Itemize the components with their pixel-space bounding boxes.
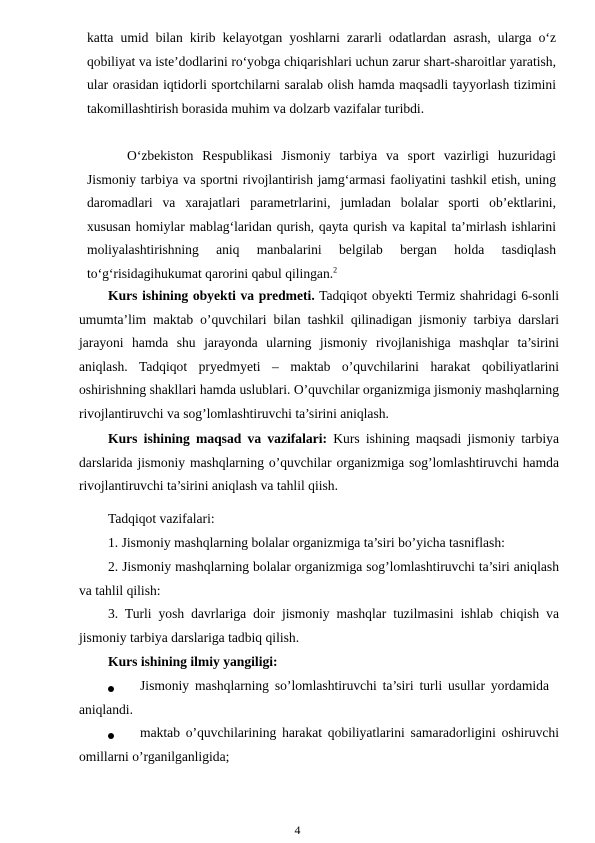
object-heading: Kurs ishining obyekti va predmeti. [108, 288, 315, 303]
object-paragraph [79, 284, 559, 426]
task-item-3: 3. Turli yosh davrlariga doir jismoniy mashqlar tuzilmasini ishlab chiqish va jismoniy tarbiya darslariga tadbiq qilish. [79, 606, 559, 645]
bullet-item-2: maktab o’quvchilarining harakat qobiliyatlarini samaradorligini oshiruvchi omillarni o’rganilganligida; [79, 725, 559, 764]
footnote-marker: 2 [333, 265, 338, 275]
goal-heading: Kurs ishining maqsad va vazifalari: [108, 431, 328, 446]
task-item-2: 2. Jismoniy mashqlarning bolalar organizmiga sog’lomlashtiruvchi ta’siri aniqlash va tahlil qilish: [79, 559, 559, 598]
goal-paragraph [79, 427, 559, 498]
task-item-1: 1. Jismoniy mashqlarning bolalar organizmiga ta’siri bo’yicha tasniflash: [108, 535, 505, 550]
object-text: Tadqiqot obyekti Termiz shahridagi 6-sonli umumta’lim maktab o’quvchilari bilan tashkil qilinadigan jismoniy tarbiya darslari jarayoni hamda shu jarayonda ularning jismoniy rivojlanishiga mashqlar ta’sirini aniqlash. Tadqiqot pryedmyeti – maktab o’quvchilarini harakat qobiliyatlarini oshirishning shakllari hamda uslublari. O’quvchilar organizmiga jismoniy mashqlarning rivojlantiruvchi va sog’lomlashtiruvchi ta’sirini aniqlash. [79, 288, 559, 421]
bullet-item-1: Jismoniy mashqlarning so’lomlashtiruvchi ta’siri turli usullar yordamida aniqlandi. [79, 678, 549, 717]
quote-paragraph-1: katta umid bilan kirib kelayotgan yoshlarni zararli odatlardan asrash, ularga o‘z qobiliyat va iste’dodlarini ro‘yobga chiqarishlari uchun zarur shart-sharoitlar yaratish, ular orasidan iqtidorli sportchilarni saralab olish hamda maqsadli tayyorlash tizimini takomillashtirish borasida muhim va dolzarb vazifalar turibdi. [87, 30, 556, 116]
tasks-label: Tadqiqot vazifalari: [108, 511, 215, 526]
novelty-heading: Kurs ishining ilmiy yangiligi: [108, 654, 278, 669]
page-number: 4 [294, 823, 301, 837]
quote-paragraph-2 [87, 144, 556, 286]
quote-paragraph-2-text: O‘zbekiston Respublikasi Jismoniy tarbiya va sport vazirligi huzuridagi Jismoniy tarbiya va sportni rivojlantirish jamg‘armasi faoliyatini tashkil etish, uning daromadlari va xarajatlari parametrlarini, jumladan bolalar sporti ob’ektlarini, xususan homiylar mablag‘laridan qurish, qayta qurish va kapital ta’mirlash ishlarini moliyalashtirishning aniq manbalarini belgilab bergan holda tasdiqlash to‘g‘risidagihukumat qarorini qabul qilingan. [87, 148, 556, 281]
goal-text: Kurs ishining maqsadi jismoniy tarbiya darslarida jismoniy mashqlarning o’quvchilar organizmiga sog’lomlashtiruvchi hamda rivojlantiruvchi ta’sirini aniqlash va tahlil qiish. [79, 431, 559, 494]
